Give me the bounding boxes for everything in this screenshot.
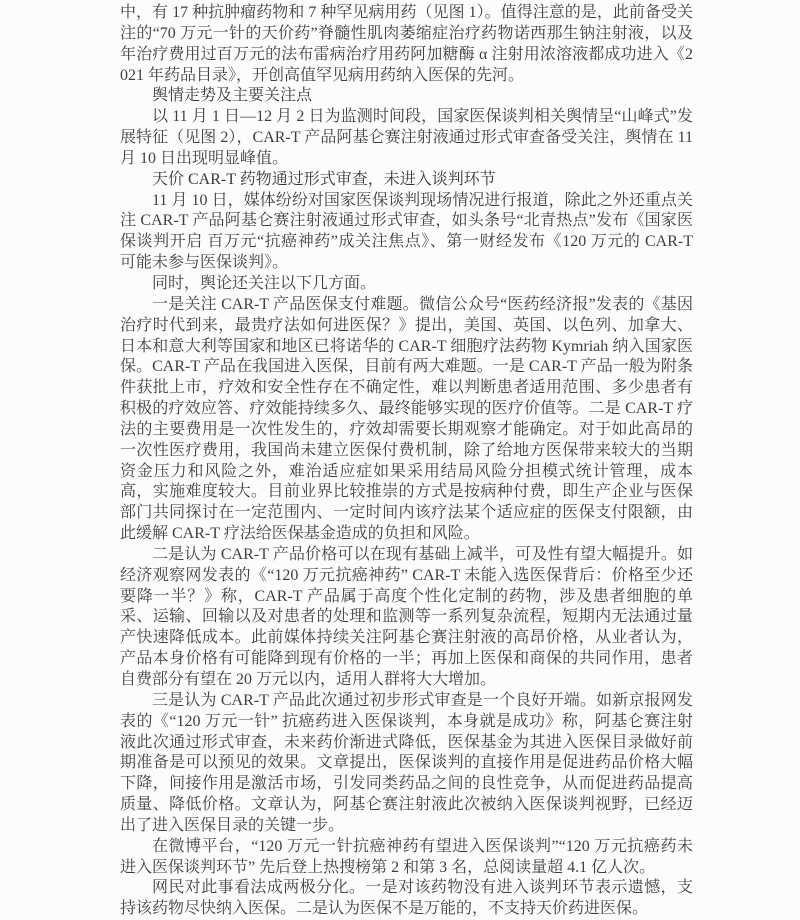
section-heading: 舆情走势及主要关注点 [152, 87, 313, 105]
paragraph: 一是关注 CAR-T 产品医保支付难题。微信公众号“医药经济报”发表的《基因治疗时代到来，最贵疗法如何进医保？》提出，美国、英国、以色列、加拿大、日本和意大利等国家和地区已将诺华的 CAR-T 细胞疗法药物 Kymriah 纳入国家医保。CAR-T 产品在我国进入医保，目前有两大难题。一是 CAR-T 产品一般为附条件获批上市，疗效和安全性存在不确定性，难以判断患者适用范围、多少患者有积极的疗效应答、疗效能持续多久、最终能够实现的医疗价值等。二是 CAR-T 疗法的主要费用是一次性发生的，疗效却需要长期观察才能确定。对于如此高昂的一次性医疗费用，我国尚未建立医保付费机制，除了给地方医保带来较大的当期资金压力和风险之外，难治适应症如果采用结局风险分担模式统计管理，成本高，实施难度较大。目前业界比较推崇的方式是按病种付费，即生产企业与医保部门共同探讨在一定范围内、一定时间内该疗法某个适应症的医保支付限额，由此缓解 CAR-T 疗法给医保基金造成的负担和风险。 [120, 295, 693, 543]
paragraph: 中，有 17 种抗肿瘤药物和 7 种罕见病用药（见图 1）。值得注意的是，此前备受关注的“70 万元一针的天价药”脊髓性肌肉萎缩症治疗药物诺西那生钠注射液，以及年治疗费用过百万元的法布雷病治疗用药阿加糖酶 α 注射用浓溶液都成功进入《2021 年药品目录》，开创高值罕见病用药纳入医保的先河。 [120, 4, 693, 84]
section-heading: 天价 CAR-T 药物通过形式审查，未进入谈判环节 [152, 170, 496, 188]
paragraph: 二是认为 CAR-T 产品价格可以在现有基础上减半，可及性有望大幅提升。如经济观察网发表的《“120 万元抗癌神药” CAR-T 未能入选医保背后：价格至少还要降一半？》称，CAR-T 产品属于高度个性化定制的药物，涉及患者细胞的单采、运输、回输以及对患者的处理和监测等一系列复杂流程，短期内无法通过量产快速降低成本。此前媒体持续关注阿基仑赛注射液的高昂价格，从业者认为，产品本身价格有可能降到现有价格的一半；再加上医保和商保的共同作用，患者自费部分有望在 20 万元以内，适用人群将大大增加。 [120, 545, 693, 688]
paragraph: 以 11 月 1 日—12 月 2 日为监测时间段，国家医保谈判相关舆情呈“山峰式”发展特征（见图 2），CAR-T 产品阿基仑赛注射液通过形式审查备受关注，舆情在 11 月 10 日出现明显峰值。 [120, 108, 693, 167]
paragraph: 11 月 10 日，媒体纷纷对国家医保谈判现场情况进行报道，除此之外还重点关注 CAR-T 产品阿基仑赛注射液通过形式审查，如头条号“北青热点”发布《国家医保谈判开启 百万元“抗癌神药”成关注焦点》、第一财经发布《120 万元的 CAR-T 可能未参与医保谈判》。 [120, 191, 693, 272]
document-body [120, 3, 693, 920]
paragraph: 三是认为 CAR-T 产品此次通过初步形式审查是一个良好开端。如新京报网发表的《“120 万元一针” 抗癌药进入医保谈判，本身就是成功》称，阿基仑赛注射液此次通过形式审查，未来药价渐进式降低，医保基金为其进入医保目录做好前期准备是可以预见的效果。文章提出，医保谈判的直接作用是促进药品价格大幅下降，间接作用是激活市场，引发同类药品之间的良性竞争，从而促进药品提高质量、降低价格。文章认为，阿基仑赛注射液此次被纳入医保谈判视野，已经迈出了进入医保目录的关键一步。 [120, 691, 693, 834]
paragraph: 同时，舆论还关注以下几方面。 [152, 274, 377, 292]
paragraph: 网民对此事看法成两极分化。一是对该药物没有进入谈判环节表示遗憾，支持该药物尽快纳入医保。二是认为医保不是万能的，不支持天价药进医保。 [120, 879, 693, 918]
paragraph: 在微博平台，“120 万元一针抗癌神药有望进入医保谈判”“120 万元抗癌药未进入医保谈判环节” 先后登上热搜榜第 2 和第 3 名，总阅读量超 4.1 亿人次。 [120, 837, 693, 876]
